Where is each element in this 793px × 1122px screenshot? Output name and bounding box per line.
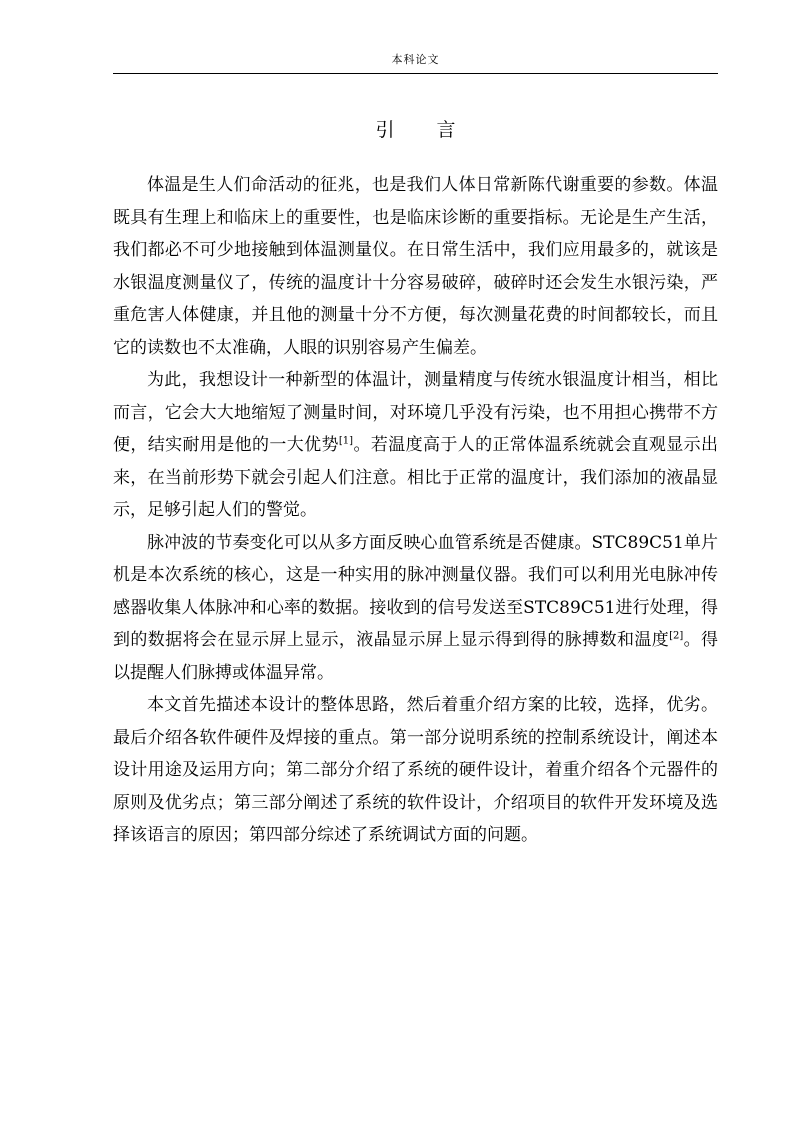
paragraph-3: [113, 527, 718, 690]
body-text: [113, 169, 718, 852]
citation-1: [1]: [338, 435, 354, 447]
paragraph-text: 本文首先描述本设计的整体思路，然后着重介绍方案的比较，选择，优劣。最后介绍各软件硬件及焊接的重点。第一部分说明系统的控制系统设计，阐述本设计用途及运用方向；第二部分介绍了系统的硬件设计，着重介绍各个元器件的原则及优劣点；第三部分阐述了系统的软件设计，介绍项目的软件开发环境及选择该语言的原因；第四部分综述了系统调试方面的问题。: [113, 695, 718, 845]
paragraph-text: 。若温度高于人的正常体温系统就会直观显示出来，在当前形势下就会引起人们注意。相比于正常的温度计，我们添加的液晶显示，足够引起人们的警觉。: [113, 435, 719, 520]
citation-2: [2]: [669, 630, 684, 642]
paragraph-text: 为此，我想设计一种新型的体温计，测量精度与传统水银温度计相当，相比而言，它会大大地缩短了测量时间，对环境几乎没有污染，也不用担心携带不方便，结实耐用是他的一大优势: [113, 370, 718, 455]
paragraph-2: [113, 364, 718, 527]
running-header: 本科论文: [391, 53, 440, 66]
page-title: 引言: [375, 119, 498, 141]
paragraph-text: 脉冲波的节奏变化可以从多方面反映心血管系统是否健康。STC89C51单片机是本次系统的核心，这是一种实用的脉冲测量仪器。我们可以利用光电脉冲传感器收集人体脉冲和心率的数据。接收到的信号发送至STC89C51进行处理，得到的数据将会在显示屏上显示，液晶显示屏上显示得到得的脉搏数和温度: [113, 532, 718, 650]
paragraph-text: 。得以提醒人们脉搏或体温异常。: [113, 630, 719, 683]
paragraph-4: [113, 689, 718, 852]
paragraph-1: [113, 169, 718, 364]
header-rule: [113, 73, 718, 74]
paragraph-text: 体温是生人们命活动的征兆，也是我们人体日常新陈代谢重要的参数。体温既具有生理上和临床上的重要性，也是临床诊断的重要指标。无论是生产生活，我们都必不可少地接触到体温测量仪。在日常生活中，我们应用最多的，就该是水银温度测量仪了，传统的温度计十分容易破碎，破碎时还会发生水银污染，严重危害人体健康，并且他的测量十分不方便，每次测量花费的时间都较长，而且它的读数也不太准确，人眼的识别容易产生偏差。: [113, 175, 718, 358]
